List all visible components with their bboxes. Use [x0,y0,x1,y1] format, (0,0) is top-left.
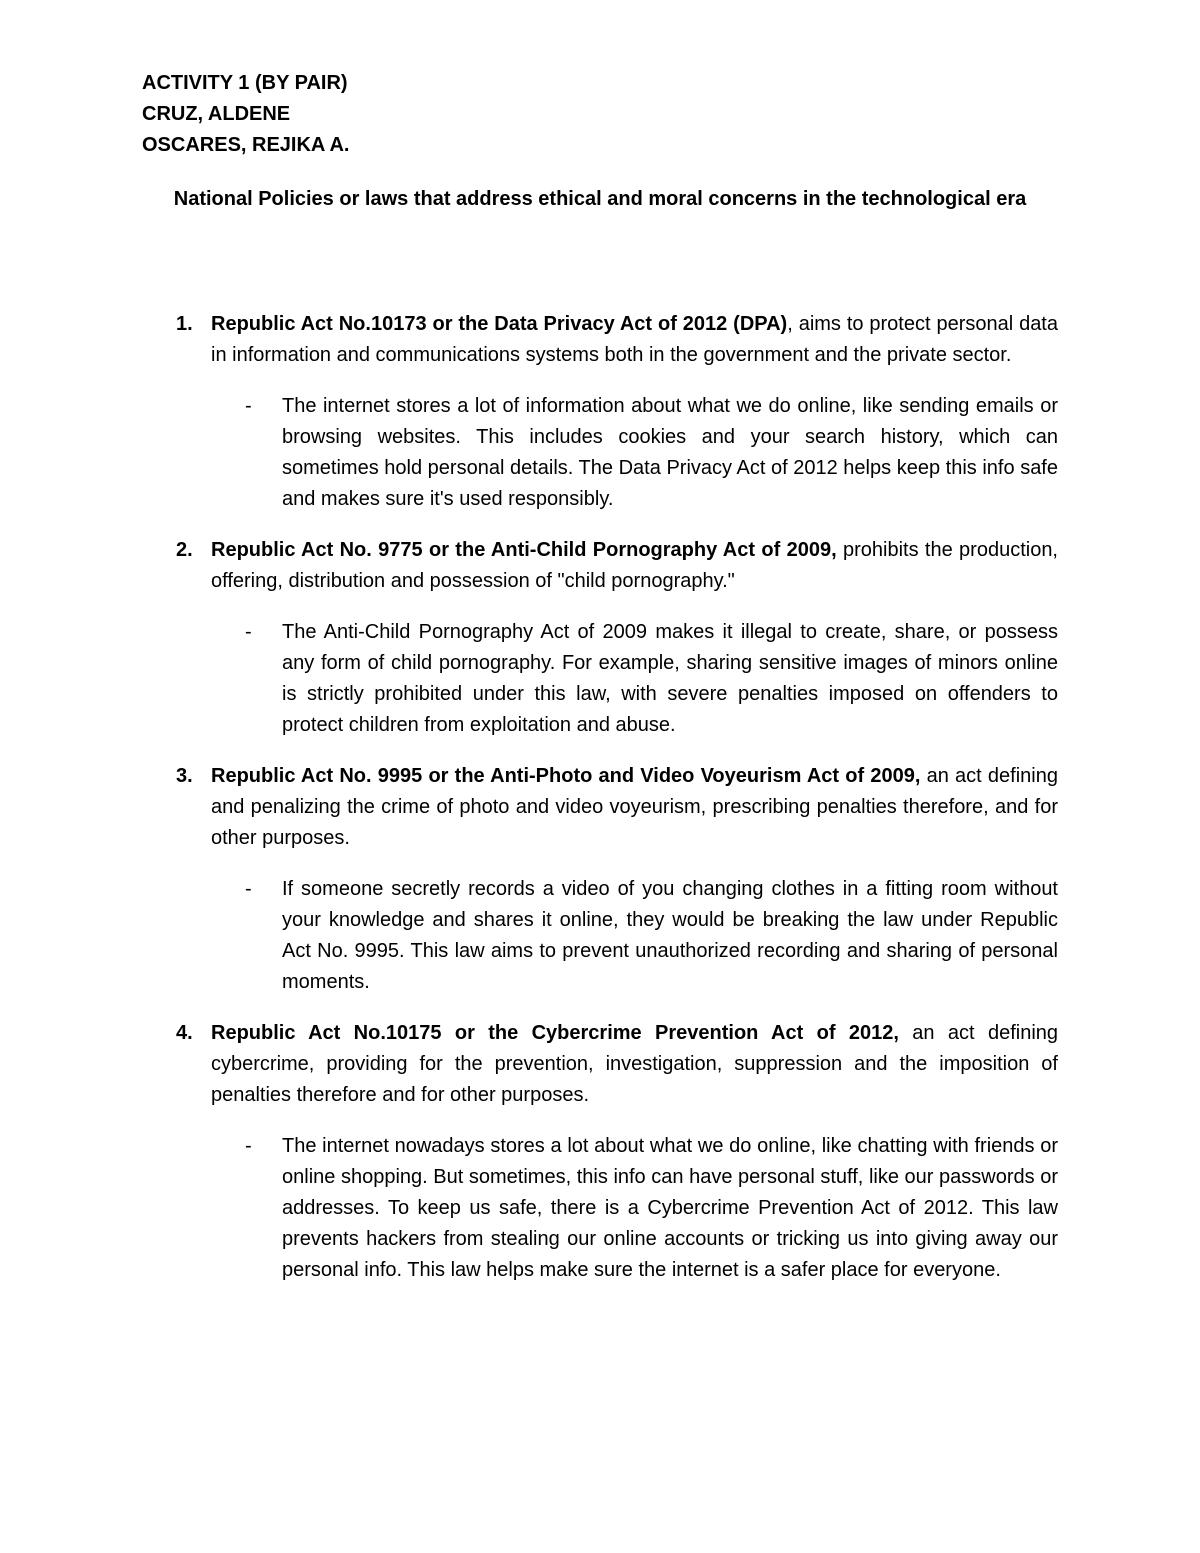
law-example [0,1131,1058,1286]
dash-bullet: - [245,395,252,417]
list-item-text [0,1018,1058,1111]
list-item-number: 4. [176,1022,193,1044]
document-header [142,68,349,161]
law-example [0,391,1058,515]
list-item-text [0,761,1058,854]
dash-bullet: - [245,1135,252,1157]
list-item-text [0,309,1058,371]
law-example [0,617,1058,741]
list-item [0,761,1200,998]
author-name-2: OSCARES, REJIKA A. [142,134,350,156]
list-item-number: 3. [176,765,193,787]
activity-label: ACTIVITY 1 (BY PAIR) [142,72,348,94]
list-item [0,309,1200,515]
law-name: Republic Act No. 9995 or the Anti-Photo and Video Voyeurism Act of 2009, [211,765,921,787]
law-example [0,874,1058,998]
law-description: an act defining and penalizing the crime of photo and video voyeurism, prescribing penalties therefore, and for other purposes. [211,765,1058,849]
document-title: National Policies or laws that address ethical and moral concerns in the technological era [173,188,1027,210]
law-name: Republic Act No. 9775 or the Anti-Child Pornography Act of 2009, [211,539,837,561]
law-example-text: If someone secretly records a video of you changing clothes in a fitting room without your knowledge and shares it online, they would be breaking the law under Republic Act No. 9995. This law aims to prevent unauthorized recording and sharing of personal moments. [282,878,1058,993]
list-item [0,535,1200,741]
dash-bullet: - [245,878,252,900]
law-example-text: The Anti-Child Pornography Act of 2009 makes it illegal to create, share, or possess any form of child pornography. For example, sharing sensitive images of minors online is strictly prohibited under this law, with severe penalties imposed on offenders to protect children from exploitation and abuse. [282,621,1058,736]
author-name-1: CRUZ, ALDENE [142,103,291,125]
list-item-number: 2. [176,539,193,561]
list-item-text [0,535,1058,597]
list-item-number: 1. [176,313,193,335]
law-name: Republic Act No.10173 or the Data Privacy Act of 2012 (DPA) [211,313,788,335]
laws-list [0,309,1200,1286]
law-description: an act defining cybercrime, providing for the prevention, investigation, suppression and the imposition of penalties therefore and for other purposes. [211,1022,1059,1106]
law-name: Republic Act No.10175 or the Cybercrime Prevention Act of 2012, [211,1022,899,1044]
dash-bullet: - [245,621,252,643]
list-item [0,1018,1200,1286]
law-description: prohibits the production, offering, distribution and possession of "child pornography." [211,539,1058,592]
law-description: , aims to protect personal data in information and communications systems both in the government and the private sector. [211,313,1058,366]
law-example-text: The internet nowadays stores a lot about what we do online, like chatting with friends or online shopping. But sometimes, this info can have personal stuff, like our passwords or addresses. To keep us safe, there is a Cybercrime Prevention Act of 2012. This law prevents hackers from stealing our online accounts or tricking us into giving away our personal info. This law helps make sure the internet is a safer place for everyone. [282,1135,1058,1281]
law-example-text: The internet stores a lot of information about what we do online, like sending emails or browsing websites. This includes cookies and your search history, which can sometimes hold personal details. The Data Privacy Act of 2012 helps keep this info safe and makes sure it's used responsibly. [282,395,1058,510]
